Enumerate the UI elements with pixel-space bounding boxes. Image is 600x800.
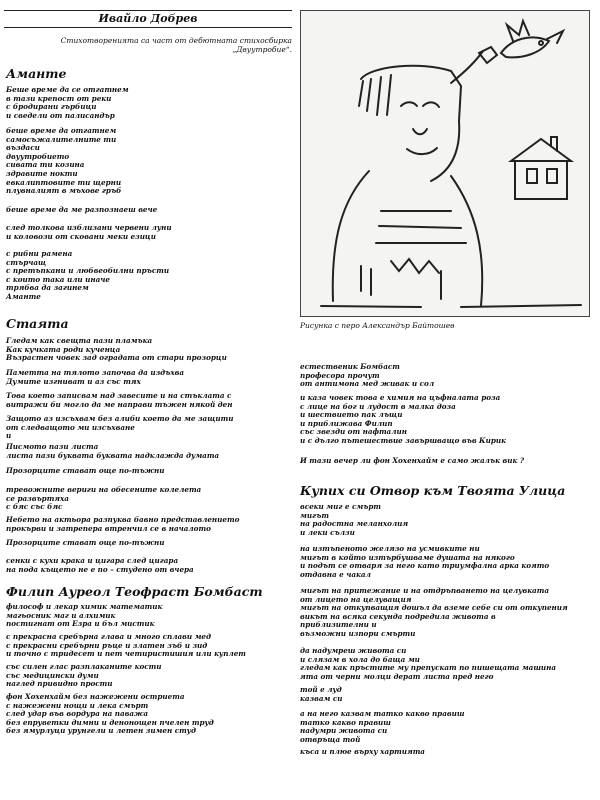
verse-line: всеки миг е смърт	[300, 502, 382, 511]
poem-title: Аманте	[6, 66, 67, 81]
verse-line: гледам как пръстите му препускат по пишещата машина	[300, 663, 557, 673]
stanza	[6, 467, 165, 476]
verse-line: мигът на притежание и на отдръпването на целувката	[300, 586, 549, 595]
verse-line: постигнат от Езра и бъл мистик	[6, 619, 155, 629]
verse-line: Възрастен човек зад оградата от стари прозорци	[6, 353, 227, 363]
verse-line: отвръща той	[300, 734, 361, 744]
stanza	[6, 443, 219, 460]
poem-title: Стаята	[6, 316, 69, 331]
verse-line: със силен глас разплаканите кости	[6, 662, 162, 671]
verse-line: отдавна е чакал	[300, 569, 371, 579]
stanza	[300, 710, 464, 744]
verse-line: мигът	[300, 510, 329, 520]
stanza	[300, 748, 425, 757]
verse-line: Това което записвам над завесите и на стъклата с	[6, 391, 232, 400]
verse-line: и приближава Филип	[300, 418, 393, 428]
stanza	[6, 392, 233, 409]
verse-line: самосъжалителните ти	[6, 134, 117, 144]
verse-line: на пода къщето не е по – студено от вчера	[6, 564, 194, 574]
verse-line: без ямурлуци урунгели и летен зимен студ	[6, 726, 196, 736]
stanza	[6, 369, 184, 386]
verse-line: двуутробието	[6, 151, 70, 161]
intro-line: „Двуутробие“.	[232, 45, 292, 54]
verse-line: а на него казвам татко какво правиш	[300, 709, 465, 718]
verse-line: и слязам в хола до баща ми	[300, 654, 420, 664]
verse-line: той е луд	[300, 685, 342, 694]
poem-title: Филип Аурeол Теофраст Бомбаст	[6, 584, 263, 599]
verse-line: Паметта на тялото започва да издъхва	[6, 368, 185, 377]
verse-line: в тази крепост от реки	[6, 93, 112, 103]
verse-line: и шествието пак лъщи	[300, 410, 403, 420]
verse-line: къса и плюе върху хартията	[300, 747, 425, 756]
verse-line: мигът на откупващия дошъл да вземе себе си от откупения	[300, 603, 568, 613]
stanza	[6, 663, 161, 689]
verse-line: да надумреш живота си	[300, 646, 407, 655]
verse-line: магьосник маг и алхимик	[6, 610, 116, 620]
verse-line: с претъпкани и любвеобилни пръсти	[6, 266, 170, 276]
verse-line: Аманте	[6, 291, 41, 301]
stanza	[300, 647, 556, 681]
verse-line: Беше време да се отгатнем	[6, 85, 129, 94]
verse-line: с рибни рамена	[6, 249, 73, 258]
ink-drawing	[301, 11, 589, 316]
verse-line: евкалиптовите ти щерни	[6, 177, 122, 187]
verse-line: с лице на бог и лудост в малка доза	[300, 401, 456, 411]
verse-line: татко какво правиш	[300, 717, 391, 727]
stanza	[300, 363, 434, 389]
verse-line: от следващото ми изсъхване	[6, 422, 135, 432]
stanza	[300, 545, 549, 579]
verse-line: без епруветки димни и денонощен пчелен труд	[6, 717, 214, 727]
verse-line: сивата ти козина	[6, 160, 85, 170]
verse-line: Прозорците стават още по-тъжни	[6, 538, 165, 547]
verse-line: въздаси	[6, 143, 40, 153]
verse-line: със медицински думи	[6, 670, 99, 680]
stanza	[6, 337, 227, 363]
author-name: Ивайло Добрев	[98, 12, 198, 25]
verse-line: и точно с тридесет и пет четиристишия или куплет	[6, 649, 246, 659]
verse-line: трябва да загинем	[6, 283, 89, 293]
verse-line: с прекрасни сребърни ръце и златен зъб и зид	[6, 640, 208, 650]
verse-line: сенки с кухи крака и цигара след цигара	[6, 556, 179, 565]
stanza	[6, 206, 157, 215]
intro-note	[30, 36, 292, 54]
verse-line: след удар във вордура на паважа	[6, 709, 149, 719]
stanza	[6, 415, 233, 441]
verse-line: стърчащ	[6, 257, 47, 267]
verse-line: тревожните вериги на обесените колелета	[6, 485, 202, 494]
verse-line: със звезди от нафталин	[300, 427, 407, 437]
verse-line: И тази вечер ли фон Хохенхайм е само жалък вик ?	[300, 456, 525, 465]
stanza	[6, 127, 121, 196]
verse-line: фон Хохенхайм без нажежени остриета	[6, 692, 185, 701]
verse-line: на радостна меланхолия	[300, 519, 409, 529]
stanza	[300, 686, 342, 703]
stanza	[6, 516, 239, 533]
author-bar	[4, 10, 292, 28]
verse-line: и подът се отваря за него като триумфална арка която	[300, 561, 550, 571]
stanza	[6, 557, 194, 574]
verse-line: възможни изпори смърти	[300, 628, 416, 638]
verse-line: и леки сълзи	[300, 527, 355, 537]
stanza	[300, 587, 568, 639]
stanza	[6, 603, 162, 629]
stanza	[6, 224, 172, 241]
verse-line: и каза човек това е химия на цъфналата роза	[300, 393, 501, 402]
verse-line: и коловози от сковани меки езици	[6, 231, 156, 241]
verse-line: с които така или иначе	[6, 274, 110, 284]
verse-line: от лицето на целуващия	[300, 594, 412, 604]
verse-line: листа пази буквата буквата надклажда думата	[6, 450, 220, 460]
verse-line: от антимона мед живак и сол	[300, 379, 435, 389]
stanza	[6, 633, 246, 659]
verse-line: здравите нокти	[6, 168, 78, 178]
illustration	[300, 10, 590, 317]
poem-title: Купих си Отвор към Твоята Улица	[300, 483, 566, 498]
verse-line: ята от черни молци дерат листа пред него	[300, 671, 494, 681]
verse-line: приблизителни и	[300, 620, 377, 630]
verse-line: мигът в който изтърбушваме душата на някого	[300, 552, 515, 562]
stanza	[6, 693, 214, 736]
verse-line: с прекрасна сребърна глава и много сплави мед	[6, 632, 211, 641]
verse-line: с бродирани гърбици	[6, 102, 97, 112]
verse-line: беше време да ме разпознаеш вече	[6, 205, 158, 214]
verse-line: с бяс със бяс	[6, 502, 63, 512]
stanza	[300, 394, 506, 446]
stanza	[6, 486, 201, 512]
verse-line: Думите изгниват и аз със тях	[6, 376, 141, 386]
verse-line: Как кучката роди кученца	[6, 344, 121, 354]
verse-line: Писмото пази листа	[6, 442, 99, 451]
verse-line: Небето на актьора разпуква бавно представлението	[6, 515, 240, 524]
verse-line: витражи би могло да ме направи тъжен някой ден	[6, 399, 233, 409]
verse-line: казвам си	[300, 693, 343, 703]
stanza	[300, 503, 408, 537]
intro-line: Стихотворенията са част от дебютната стихосбирка	[60, 36, 292, 45]
stanza	[6, 539, 165, 548]
stanza	[6, 250, 169, 302]
verse-line: и	[6, 431, 12, 441]
verse-line: след толкова изблизани червени луни	[6, 223, 172, 232]
verse-line: с нажежени нощи и лека смърт	[6, 700, 149, 710]
stanza	[300, 457, 524, 466]
verse-line: Защото аз изсъхвам без алиби което да ме защити	[6, 414, 234, 423]
verse-line: надумри живота си	[300, 726, 388, 736]
verse-line: наглед привидно прости	[6, 679, 113, 689]
verse-line: викът на всяка секунда подредила живота в	[300, 611, 496, 621]
verse-line: се развъртяха	[6, 493, 69, 503]
verse-line: и сведели от палисандър	[6, 110, 115, 120]
verse-line: естественик Бомбаст	[300, 362, 400, 371]
verse-line: плувналият в мъхове гръб	[6, 186, 122, 196]
verse-line: философ и лекар химик математик	[6, 602, 163, 611]
illustration-caption: Рисунка с перо Александър Байтошев	[300, 321, 455, 330]
verse-line: и с дълго пътешествие завършващо във Кирик	[300, 435, 506, 445]
verse-line: Гледам как свещта пази пламъка	[6, 336, 153, 345]
verse-line: прокърви и затрепера втренчил се в началото	[6, 523, 211, 533]
verse-line: професора прочут	[300, 370, 380, 380]
verse-line: Прозорците стават още по-тъжни	[6, 466, 165, 475]
verse-line: беше време да отгатнем	[6, 126, 117, 135]
verse-line: на изтъпеното желязо на усмивките ни	[300, 544, 480, 553]
stanza	[6, 86, 129, 120]
